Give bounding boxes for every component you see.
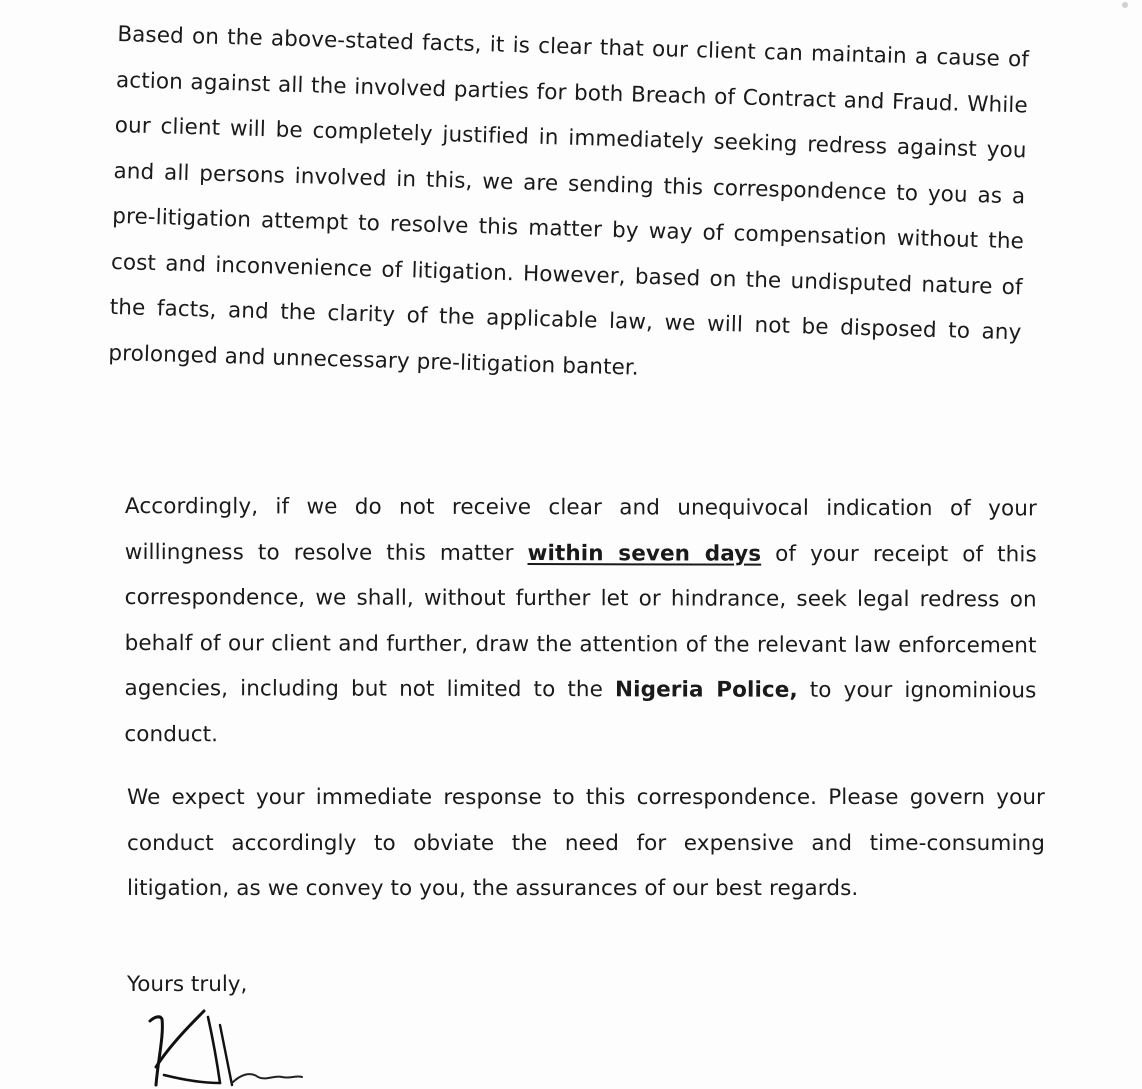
agency-emphasis: Nigeria Police, bbox=[615, 677, 798, 703]
closing-salutation: Yours truly, bbox=[127, 972, 248, 997]
paragraph-deadline-text-3: to your ignominious conduct. bbox=[124, 677, 1037, 747]
signature bbox=[140, 1005, 310, 1089]
deadline-emphasis: within seven days bbox=[527, 540, 762, 567]
paragraph-deadline-text-2: of your receipt of this correspondence, we shall, without further let or hindrance, seek legal redress on behalf of our client and further, draw the attention of the relevant law enforcement agencies, including but not limited to the bbox=[124, 541, 1037, 703]
paragraph-deadline bbox=[124, 484, 1037, 759]
paragraph-deadline-text-1: Accordingly, if we do not receive clear and unequivocal indication of your willingness to resolve this matter bbox=[124, 493, 1037, 566]
paragraph-response-request: We expect your immediate response to this correspondence. Please govern your conduct accordingly to obviate the need for expensive and time-consuming litigation, as we convey to you, the assurances of our best regards. bbox=[127, 785, 1045, 901]
scan-speck bbox=[1122, 2, 1128, 8]
paragraph-cause-of-action: Based on the above-stated facts, it is clear that our client can maintain a cause of action against all the involved parties for both Breach of Contract and Fraud. While our client will be completely justified in immediately seeking redress against you and all persons involved in this, we are sending this correspondence to you as a pre-litigation attempt to resolve this matter by way of compensation without the cost and inconvenience of litigation. However, based on the undisputed nature of the facts, and the clarity of the applicable law, we will not be disposed to any prolonged and unnecessary pre-litigation banter. bbox=[108, 21, 1030, 381]
